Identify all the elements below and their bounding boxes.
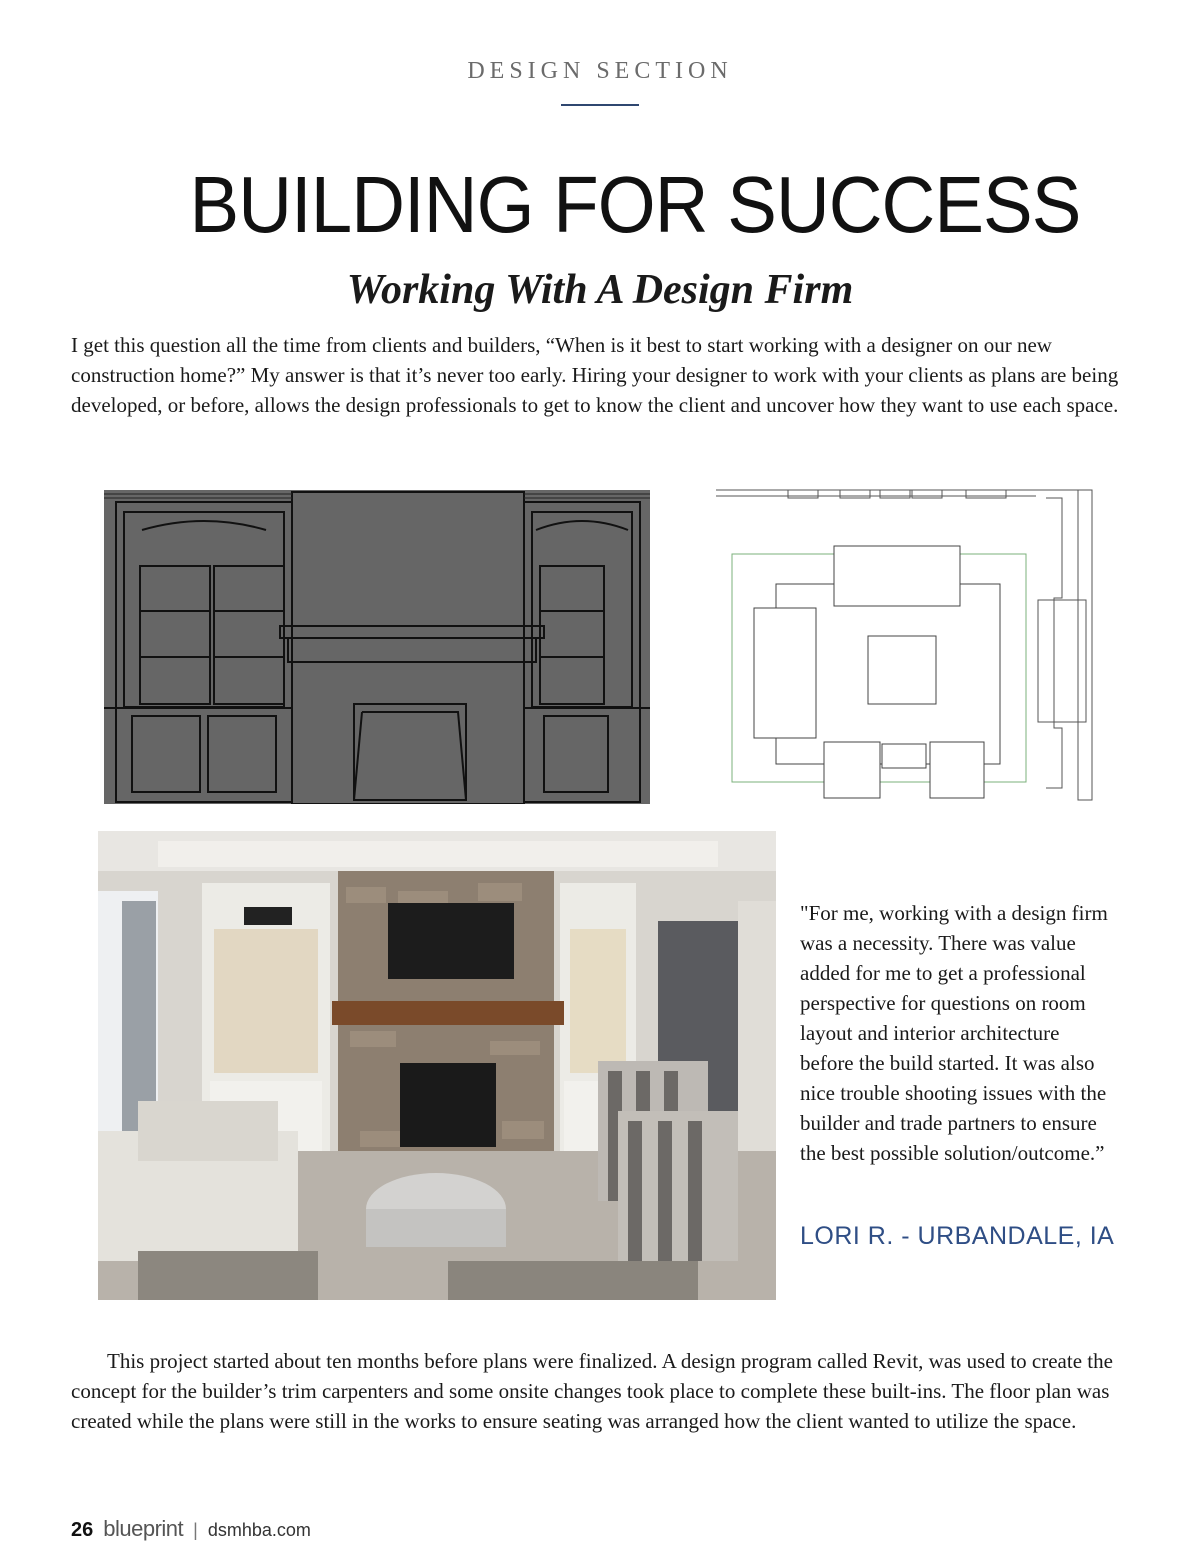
client-quote: "For me, working with a design firm was a necessity. There was value added for me to get a professional perspective for questions on room layout and interior architecture before the build started. It was also nice trouble shooting issues with the builder and trade partners to ensure the best possible solution/outcome.”	[800, 901, 1108, 1165]
footer-separator: |	[193, 1520, 198, 1540]
floor-plan-drawing	[716, 488, 1094, 802]
built-in-elevation-render	[104, 490, 650, 804]
section-divider	[561, 104, 639, 106]
brand-logo: blueprint	[103, 1516, 184, 1541]
quote-attribution: LORI R. - URBANDALE, IA	[800, 1222, 1115, 1250]
living-room-photo	[98, 831, 776, 1300]
article-title: BUILDING FOR SUCCESS	[189, 160, 1081, 249]
website-link[interactable]: dsmhba.com	[207, 1520, 311, 1540]
article-subtitle: Working With A Design Firm	[346, 267, 854, 313]
section-label: DESIGN SECTION	[467, 58, 733, 84]
body-paragraph: This project started about ten months before plans were finalized. A design program called Revit, was used to create the concept for the builder’s trim carpenters and some onsite changes took place to complete these built-ins. The floor plan was created while the plans were still in the works to ensure seating was arranged how the client wanted to utilize the space.	[71, 1349, 1113, 1433]
intro-paragraph: I get this question all the time from clients and builders, “When is it best to start working with a designer on our new construction home?” My answer is that it’s never too early. Hiring your designer to work with your clients as plans are being developed, or before, allows the design professionals to get to know the client and uncover how they want to use each space.	[71, 333, 1119, 417]
page-number: 26	[71, 1519, 94, 1541]
page-footer	[71, 1516, 311, 1542]
